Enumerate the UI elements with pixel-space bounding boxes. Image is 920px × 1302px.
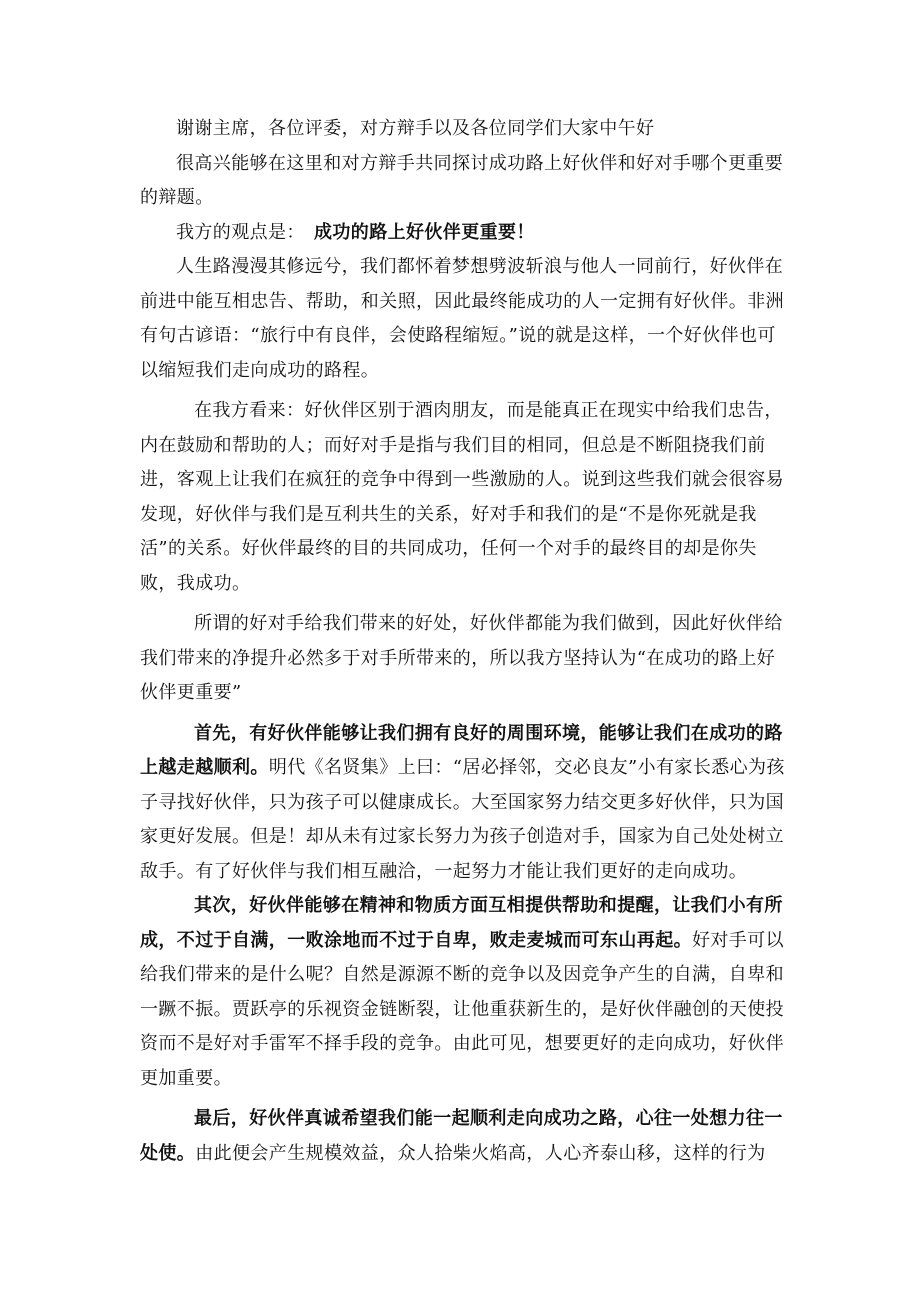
stance-statement: 成功的路上好伙伴更重要！: [314, 221, 535, 243]
paragraph-5: 其次，好伙伴能够在精神和物质方面互相提供帮助和提醒，让我们小有所成，不过于自满，一败涂地而不过于自卑，败走麦城而可东山再起。好对手可以给我们带来的是什么呢？自然是源源不断的竞争以及因竞争产生的自满，自卑和一蹶不振。贾跃亭的乐视资金链断裂，让他重获新生的，是好伙伴融创的天使投资而不是好对手雷军不择手段的竞争。由此可见，想要更好的走向成功，好伙伴更加重要。: [140, 895, 784, 1089]
intro-paragraph: 很高兴能够在这里和对方辩手共同探讨成功路上好伙伴和好对手哪个更重要的辩题。: [140, 152, 784, 208]
paragraph-2: 在我方看来：好伙伴区别于酒肉朋友，而是能真正在现实中给我们忠告，内在鼓励和帮助的人；而好对手是指与我们目的相同，但总是不断阻挠我们前进，客观上让我们在疯狂的竞争中得到一些激励的人。说到这些我们就会很容易发现，好伙伴与我们是互利共生的关系，好对手和我们的是“不是你死就是我活”的关系。好伙伴最终的目的共同成功，任何一个对手的最终目的却是你失败，我成功。: [140, 400, 784, 594]
paragraph-6: 最后，好伙伴真诚希望我们能一起顺利走向成功之路，心往一处想力往一处使。由此便会产生规模效益，众人拾柴火焰高，人心齐泰山移，这样的行为: [140, 1108, 783, 1164]
paragraph-4: 首先，有好伙伴能够让我们拥有良好的周围环境，能够让我们在成功的路上越走越顺利。明代《名贤集》上曰：“居必择邻，交必良友”小有家长悉心为孩子寻找好伙伴，只为孩子可以健康成长。大至国家努力结交更多好伙伴，只为国家更好发展。但是！却从未有过家长努力为孩子创造对手，国家为自己处处树立敌手。有了好伙伴与我们相互融洽，一起努力才能让我们更好的走向成功。: [140, 722, 785, 882]
paragraph-1: 人生路漫漫其修远兮，我们都怀着梦想劈波斩浪与他人一同前行，好伙伴在前进中能互相忠告、帮助，和关照，因此最终能成功的人一定拥有好伙伴。非洲有句古谚语：“旅行中有良伴，会使路程缩短。”说的就是这样，一个好伙伴也可以缩短我们走向成功的路程。: [140, 256, 784, 381]
document-body: [140, 112, 786, 1171]
stance-paragraph: [140, 216, 786, 251]
greeting-paragraph: 谢谢主席，各位评委，对方辩手以及各位同学们大家中午好: [176, 118, 655, 139]
point-1-heading: 首先，有好伙伴能够让我们拥有良好的周围环境，能够让我们在成功的路上越走越顺利。: [140, 722, 783, 778]
paragraph-3: 所谓的好对手给我们带来的好处，好伙伴都能为我们做到，因此好伙伴给我们带来的净提升必然多于对手所带来的，所以我方坚持认为“在成功的路上好伙伴更重要”: [140, 613, 783, 703]
stance-label: 我方的观点是：: [176, 221, 305, 243]
point-2-heading: 其次，好伙伴能够在精神和物质方面互相提供帮助和提醒，让我们小有所成，不过于自满，一败涂地而不过于自卑，败走麦城而可东山再起。: [140, 895, 783, 951]
point-3-heading: 最后，好伙伴真诚希望我们能一起顺利走向成功之路，心往一处想力往一处使。: [140, 1108, 783, 1164]
